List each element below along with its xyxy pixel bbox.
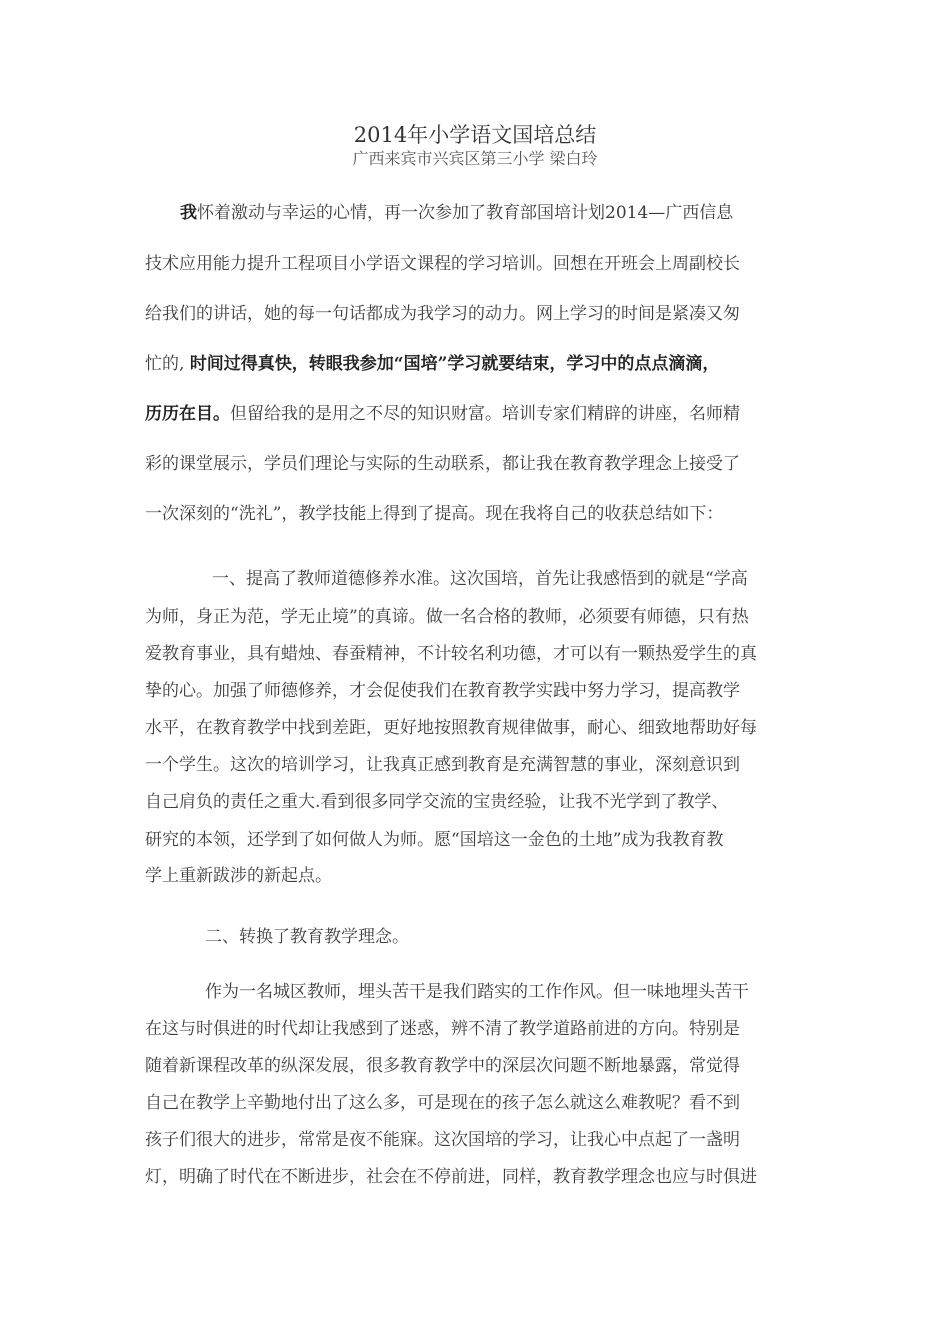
intro-first-char: 我 — [180, 203, 197, 223]
section1-heading-line: 一、提高了教师道德修养水准。这次国培，首先让我感悟到的就是“学高 — [212, 569, 748, 589]
section2-heading: 二、转换了教育教学理念。 — [205, 927, 409, 947]
section2-line-3: 随着新课程改革的纵深发展，很多教育教学中的深层次问题不断地暴露，常觉得 — [145, 1056, 740, 1076]
section1-line-8: 研究的本领，还学到了如何做人为师。愿“国培这一金色的土地”成为我教育教 — [145, 830, 724, 850]
section2-line-4: 自己在教学上辛勤地付出了这么多，可是现在的孩子怎么就这么难教呢？看不到 — [145, 1093, 740, 1113]
section2-line-6: 灯，明确了时代在不断进步，社会在不停前进，同样，教育教学理念也应与时俱进 — [145, 1167, 757, 1187]
intro-line-6: 彩的课堂展示，学员们理论与实际的生动联系，都让我在教育教学理念上接受了 — [145, 454, 740, 474]
section1-line-3: 爱教育事业，具有蜡烛、春蚕精神，不计较名利功德，才可以有一颗热爱学生的真 — [145, 644, 757, 664]
intro-line-4-text: 忙的, — [145, 354, 190, 374]
intro-line-5-bold: 历历在目。 — [145, 404, 230, 424]
intro-line-7: 一次深刻的“洗礼”，教学技能上得到了提高。现在我将自己的收获总结如下： — [145, 504, 724, 524]
author-line: 广西来宾市兴宾区第三小学 梁白玲 — [352, 149, 598, 168]
section2-line-1: 作为一名城区教师，埋头苦干是我们踏实的工作作风。但一味地埋头苦干 — [205, 982, 749, 1002]
section1-line-6: 一个学生。这次的培训学习，让我真正感到教育是充满智慧的事业，深刻意识到 — [145, 755, 740, 775]
intro-line-1 — [180, 201, 733, 225]
intro-line-5 — [145, 402, 740, 426]
section1-line-2: 为师，身正为范，学无止境”的真谛。做一名合格的教师，必须要有师德，只有热 — [145, 607, 749, 627]
intro-line-5-text: 但留给我的是用之不尽的知识财富。培训专家们精辟的讲座，名师精 — [230, 404, 740, 424]
section2-line-2: 在这与时俱进的时代却让我感到了迷惑，辨不清了教学道路前进的方向。特别是 — [145, 1019, 740, 1039]
intro-line-4 — [145, 352, 719, 376]
intro-line-3: 给我们的讲话，她的每一句话都成为我学习的动力。网上学习的时间是紧凑又匆 — [145, 304, 740, 324]
section1-line-9: 学上重新跋涉的新起点。 — [145, 866, 332, 886]
section1-line-5: 水平，在教育教学中找到差距，更好地按照教育规律做事，耐心、细致地帮助好每 — [145, 718, 757, 738]
intro-line-1-text: 怀着激动与幸运的心情，再一次参加了教育部国培计划2014—广西信息 — [197, 203, 734, 223]
section2-line-5: 孩子们很大的进步，常常是夜不能寐。这次国培的学习，让我心中点起了一盏明 — [145, 1130, 740, 1150]
intro-line-4-bold: 时间过得真快，转眼我参加“国培”学习就要结束，学习中的点点滴滴， — [189, 354, 720, 374]
section1-line-7: 自己肩负的责任之重大.看到很多同学交流的宝贵经验，让我不光学到了教学、 — [145, 792, 729, 812]
intro-line-2: 技术应用能力提升工程项目小学语文课程的学习培训。回想在开班会上周副校长 — [145, 254, 740, 274]
section1-line-4: 挚的心。加强了师德修养，才会促使我们在教育教学实践中努力学习，提高教学 — [145, 681, 740, 701]
document-title: 2014年小学语文国培总结 — [353, 123, 597, 147]
